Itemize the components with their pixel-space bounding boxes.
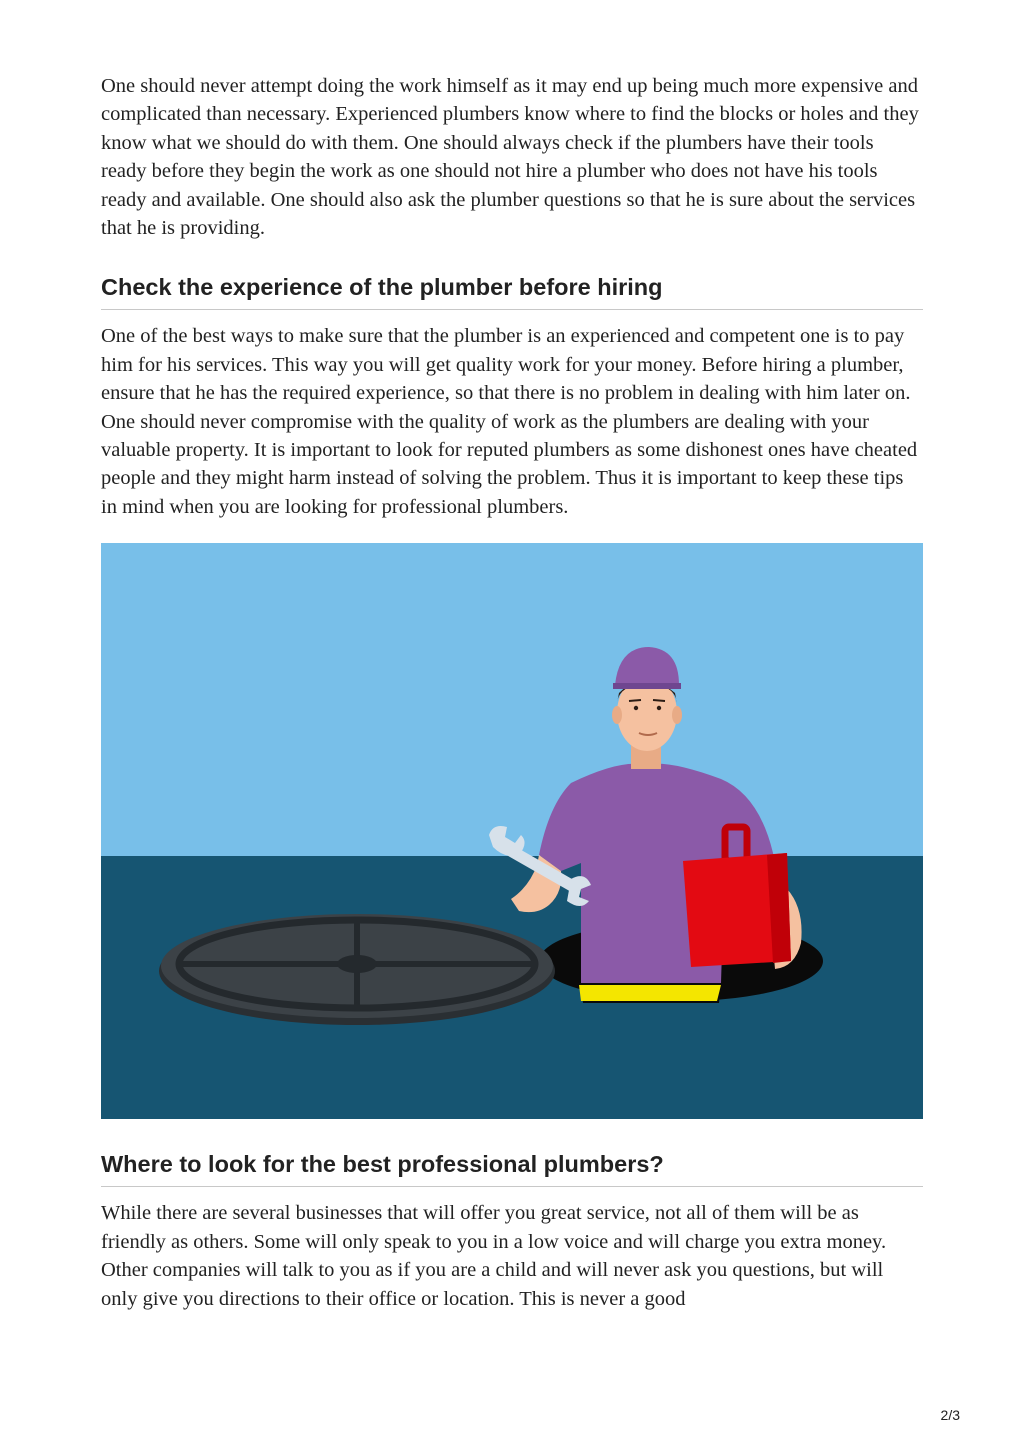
sky-background: [101, 543, 923, 857]
document-body: [101, 70, 923, 1313]
page-number: 2/3: [940, 1407, 960, 1423]
manhole-cover: [159, 914, 555, 1025]
where-heading: Where to look for the best professional plumbers?: [101, 1149, 923, 1187]
plumber-illustration: [101, 543, 923, 1119]
where-paragraph: While there are several businesses that will offer you great service, not all of them will be as friendly as others. Some will only speak to you in a low voice and will charge you extra money. Other companies will talk to you as if you are a child and will never ask you questions, but will only give you directions to their office or location. This is never a good: [101, 1202, 887, 1310]
experience-paragraph: One of the best ways to make sure that the plumber is an experienced and competent one is to pay him for his services. This way you will get quality work for your money. Before hiring a plumber, ensure that he has the required experience, so that there is no problem in dealing with him later on. One should never compromise with the quality of work as the plumbers are dealing with your valuable property. It is important to look for reputed plumbers as some dishonest ones have cheated people and they might harm instead of solving the problem. Thus it is important to keep these tips in mind when you are looking for professional plumbers.: [101, 325, 918, 518]
intro-paragraph: One should never attempt doing the work himself as it may end up being much more expensive and complicated than necessary. Experienced plumbers know where to find the blocks or holes and they know what we should do with them. One should always check if the plumbers have their tools ready before they begin the work as one should not hire a plumber who does not have his tools ready and available. One should also ask the plumber questions so that he is sure about the services that he is providing.: [101, 75, 919, 240]
experience-heading: Check the experience of the plumber before hiring: [101, 272, 923, 310]
